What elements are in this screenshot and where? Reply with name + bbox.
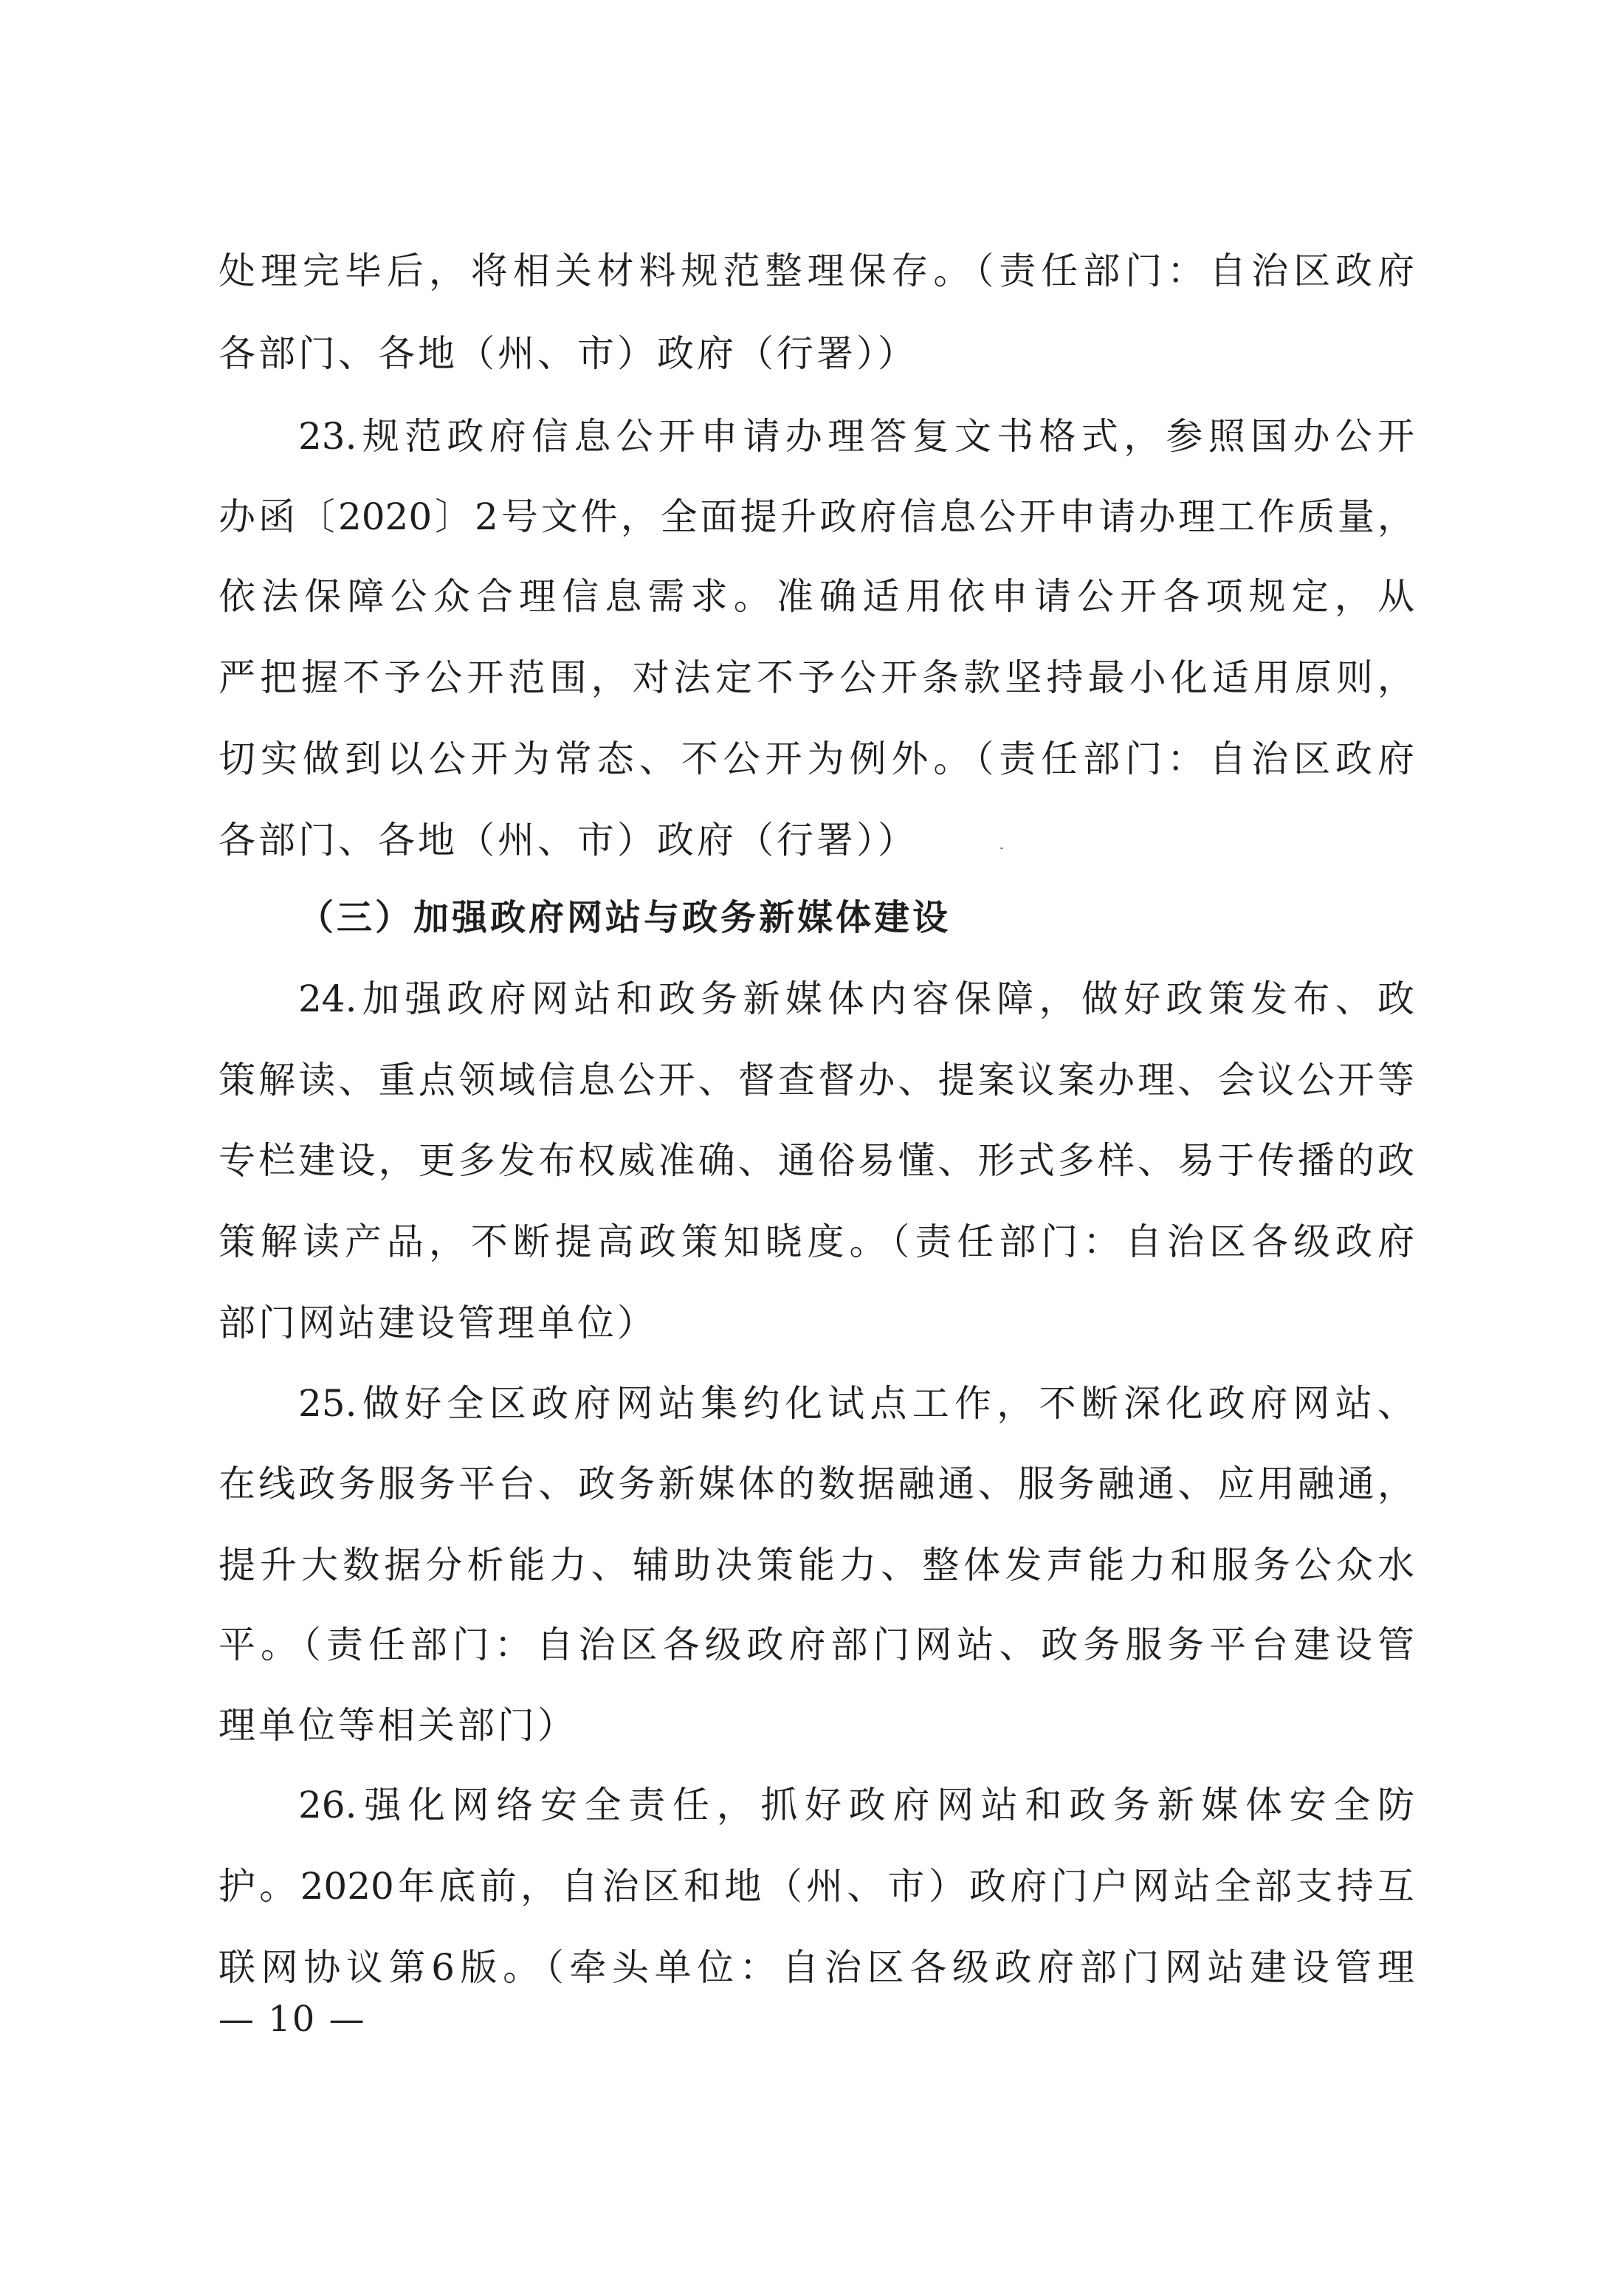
text-line: 平。（责任部门：自治区各级政府部门网站、政务服务平台建设管: [219, 1623, 1414, 1666]
text-line: 25.做好全区政府网站集约化试点工作，不断深化政府网站、: [298, 1382, 1414, 1425]
text-line: 联网协议第6版。（牵头单位：自治区各级政府部门网站建设管理: [219, 1946, 1414, 1989]
text-line: 切实做到以公开为常态、不公开为例外。（责任部门：自治区政府: [219, 738, 1414, 780]
text-line: 护。2020年底前，自治区和地（州、市）政府门户网站全部支持互: [219, 1865, 1414, 1908]
text-line: 依法保障公众合理信息需求。准确适用依申请公开各项规定，从: [219, 575, 1414, 618]
text-line: 24.加强政府网站和政务新媒体内容保障，做好政策发布、政: [298, 977, 1414, 1020]
text-line: 严把握不予公开范围，对法定不予公开条款坚持最小化适用原则，: [219, 656, 1414, 699]
text-line: 在线政务服务平台、政务新媒体的数据融通、服务融通、应用融通，: [219, 1463, 1414, 1505]
text-line: 专栏建设，更多发布权威准确、通俗易懂、形式多样、易于传播的政: [219, 1139, 1414, 1182]
text-line: 23.规范政府信息公开申请办理答复文书格式，参照国办公开: [298, 415, 1414, 458]
text-line: 各部门、各地（州、市）政府（行署））: [219, 819, 918, 862]
text-line: 策解读产品，不断提高政策知晓度。（责任部门：自治区各级政府: [219, 1220, 1414, 1263]
text-line: 26.强化网络安全责任，抓好政府网站和政务新媒体安全防: [298, 1784, 1414, 1826]
text-line: 策解读、重点领域信息公开、督查督办、提案议案办理、会议公开等: [219, 1059, 1414, 1101]
text-line: 各部门、各地（州、市）政府（行署））: [219, 332, 918, 375]
scan-speck: [1000, 848, 1003, 849]
text-line: 处理完毕后，将相关材料规范整理保存。（责任部门：自治区政府: [219, 250, 1414, 292]
text-line: 提升大数据分析能力、辅助决策能力、整体发声能力和服务公众水: [219, 1544, 1414, 1587]
text-line: 办函〔2020〕2号文件，全面提升政府信息公开申请办理工作质量，: [219, 495, 1414, 538]
section-heading: （三）加强政府网站与政务新媒体建设: [298, 897, 952, 938]
page-number: — 10 —: [219, 1998, 366, 2040]
text-line: 理单位等相关部门）: [219, 1704, 577, 1747]
text-line: 部门网站建设管理单位）: [219, 1302, 657, 1344]
